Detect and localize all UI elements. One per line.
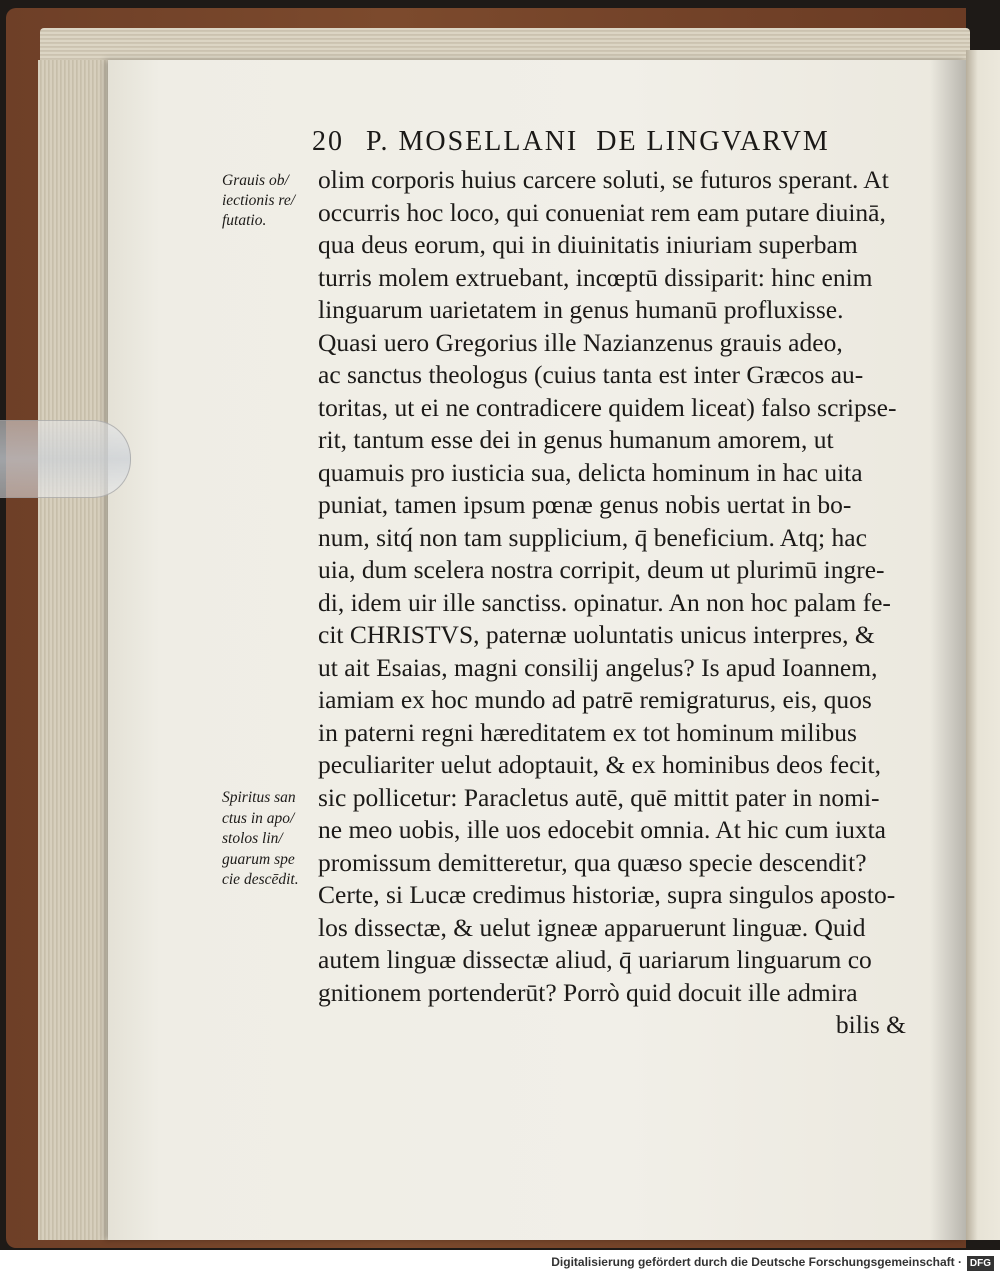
catchword-line: bilis & <box>835 1010 906 1039</box>
text-line: in paterni regni hæreditatem ex tot hominum milibus <box>318 717 857 747</box>
text-line: Certe, si Lucæ credimus historiæ, supra singulos aposto- <box>318 880 896 909</box>
marginal-note-line: iectionis re/ <box>222 192 296 209</box>
text-line: ac sanctus theologus (cuius tanta est inter Græcos au- <box>318 360 864 389</box>
marginal-note-line: guarum spe <box>222 850 295 868</box>
marginal-note-line: Grauis ob/ <box>222 172 289 189</box>
text-line: los dissectæ, & uelut igneæ apparuerunt linguæ. Quid <box>318 912 866 942</box>
page-edges-left <box>38 60 118 1240</box>
body-text <box>318 164 908 1042</box>
text-line: ut ait Esaias, magni consilij angelus? Is apud Ioannem, <box>318 652 878 682</box>
text-line: sic pollicetur: Paracletus autē, quē mittit pater in nomi- <box>318 782 880 812</box>
running-head <box>312 126 872 158</box>
marginal-note-line: stolos lin/ <box>222 830 283 847</box>
marginal-note <box>222 171 322 231</box>
text-line: olim corporis huius carcere soluti, se futuros sperant. At <box>318 165 889 194</box>
page-number: 20 <box>312 126 344 157</box>
text-line: di, idem uir ille sanctiss. opinatur. An non hoc palam fe- <box>318 587 891 617</box>
text-line: linguarum uarietatem in genus humanū profluxisse. <box>318 295 844 324</box>
text-line: occurris hoc loco, qui conueniat rem eam putare diuinā, <box>318 197 886 227</box>
running-head-title: P. MOSELLANI DE LINGVARVM <box>366 126 830 157</box>
text-line: peculiariter uelut adoptauit, & ex hominibus deos fecit, <box>318 750 881 779</box>
facing-page-edge <box>966 50 1000 1240</box>
text-line: gnitionem portenderūt? Porrò quid docuit ille admira <box>318 977 858 1007</box>
text-line: Quasi uero Gregorius ille Nazianzenus grauis adeo, <box>318 327 843 357</box>
dfg-logo[interactable]: DFG <box>967 1256 994 1271</box>
text-line: autem linguæ dissectæ aliud, q̄ uariarum linguarum co <box>318 945 872 974</box>
text-line: rit, tantum esse dei in genus humanum amorem, ut <box>318 425 834 454</box>
text-line: turris molem extruebant, incœptū dissiparit: hinc enim <box>318 262 873 292</box>
text-line: cit CHRISTVS, paternæ uoluntatis unicus interpres, & <box>318 620 875 649</box>
spine-shadow <box>930 60 966 1240</box>
text-line: toritas, ut ei ne contradicere quidem liceat) falso scripse- <box>318 392 897 422</box>
text-line: iamiam ex hoc mundo ad patrē remigraturus, eis, quos <box>318 685 872 714</box>
text-line: promissum demitteretur, qua quæso specie descendit? <box>318 847 867 877</box>
text-line: quamuis pro iusticia sua, delicta hominum in hac uita <box>318 457 863 487</box>
text-line: puniat, tamen ipsum pœnæ genus nobis uertat in bo- <box>318 490 852 519</box>
text-line: ne meo uobis, ille uos edocebit omnia. At hic cum iuxta <box>318 815 886 844</box>
marginal-note-line: futatio. <box>222 212 267 229</box>
funding-notice: Digitalisierung gefördert durch die Deutsche Forschungsgemeinschaft · <box>551 1255 962 1269</box>
text-line: uia, dum scelera nostra corripit, deum ut plurimū ingre- <box>318 555 885 584</box>
text-line: num, sitq́ non tam supplicium, q̄ beneficium. Atq; hac <box>318 522 867 552</box>
page-clip <box>0 420 131 498</box>
marginal-note-line: cie descēdit. <box>222 871 299 888</box>
marginal-note-line: Spiritus san <box>222 789 296 806</box>
marginal-note <box>222 788 322 891</box>
marginal-note-line: ctus in apo/ <box>222 809 295 827</box>
text-line: qua deus eorum, qui in diuinitatis iniuriam superbam <box>318 230 858 259</box>
footer-bar <box>0 1250 1000 1277</box>
